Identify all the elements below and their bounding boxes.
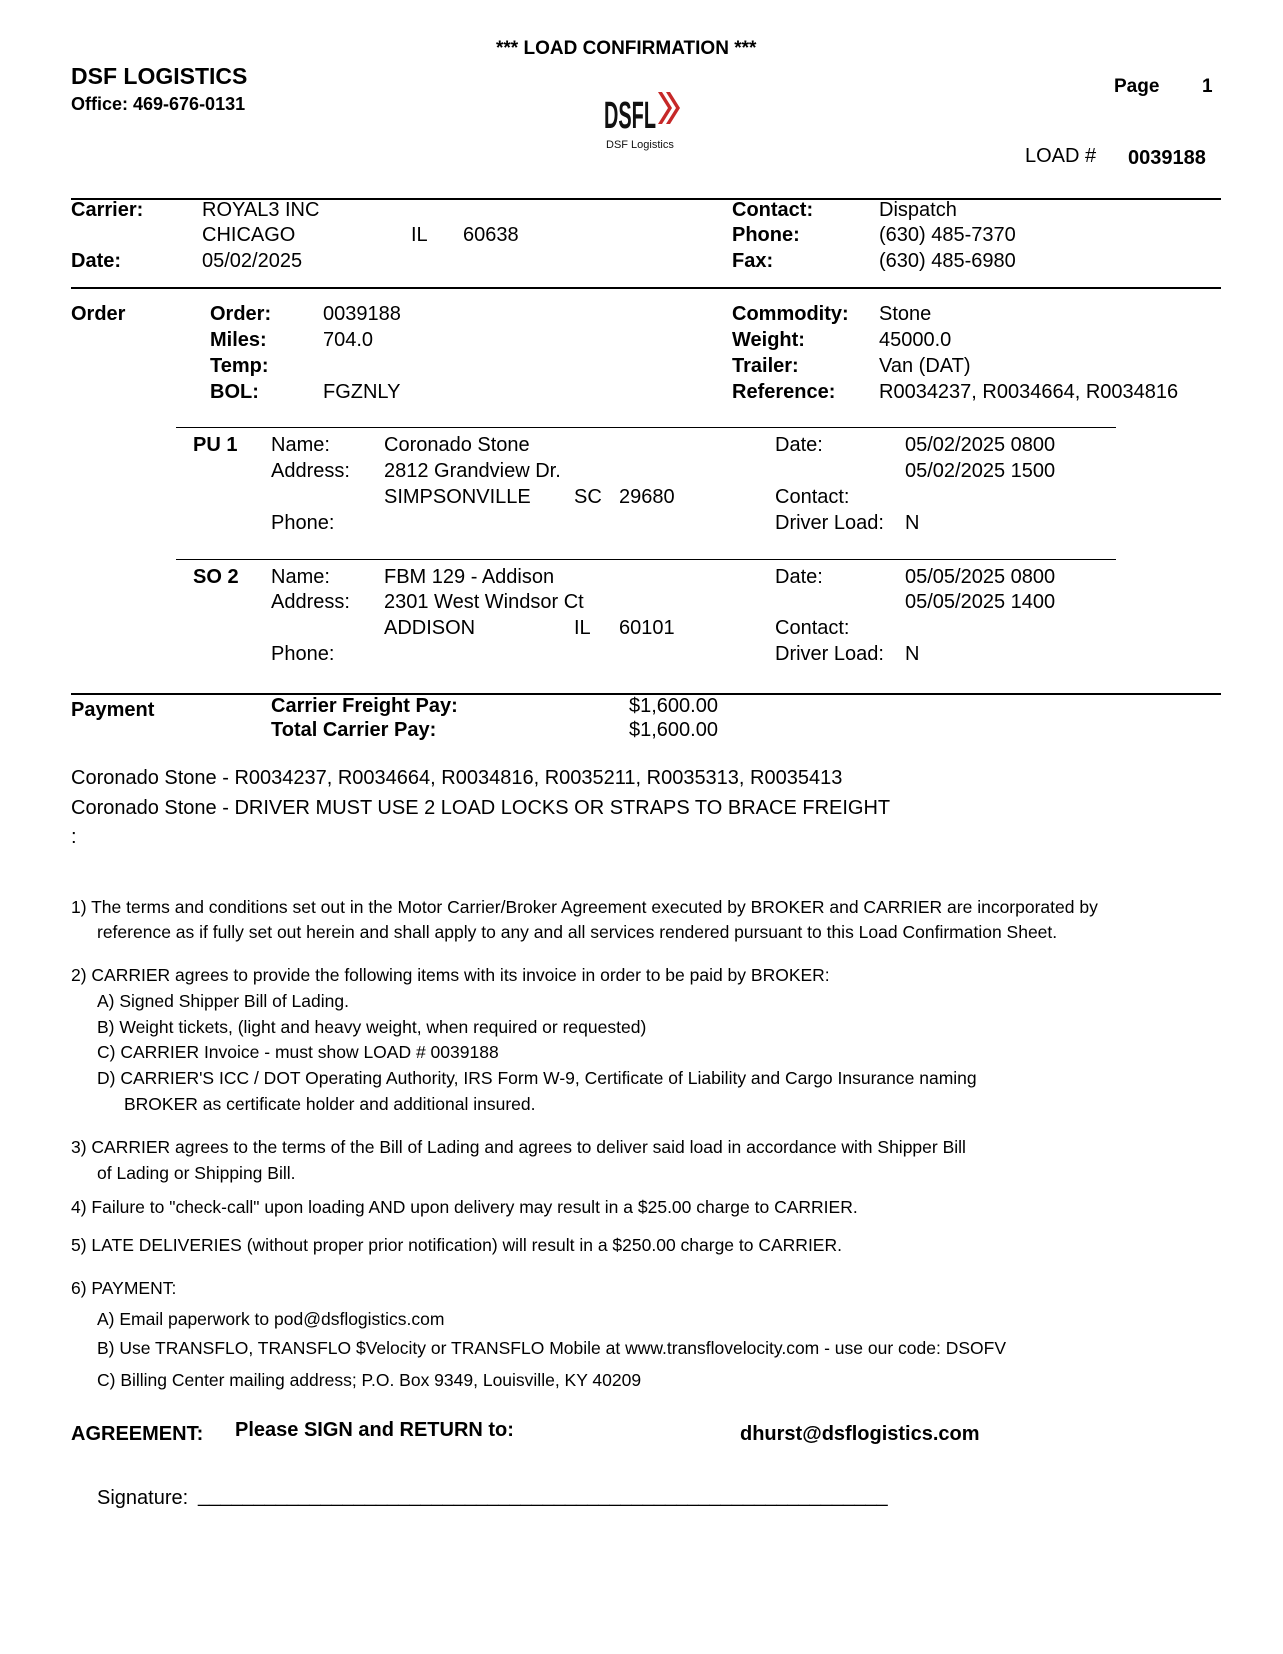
divider (71, 287, 1221, 289)
page-label: Page (1114, 76, 1160, 97)
term-4: 4) Failure to "check-call" upon loading AND upon delivery may result in a $25.00 charge to CARRIER. (71, 1197, 858, 1217)
office-phone: Office: 469-676-0131 (71, 94, 246, 114)
stop-label: SO 2 (193, 566, 239, 588)
term-6: 6) PAYMENT: (71, 1278, 177, 1298)
stop-state: IL (574, 617, 591, 639)
logo-text: DSFL (604, 95, 656, 137)
stop-phone-label: Phone: (271, 512, 335, 534)
order-label: Order: (210, 303, 272, 325)
stop-contact-label: Contact: (775, 486, 850, 508)
miles-value: 704.0 (323, 329, 374, 351)
term-6c: C) Billing Center mailing address; P.O. Box 9349, Louisville, KY 40209 (97, 1370, 642, 1390)
page-number: 1 (1202, 76, 1213, 97)
term-6a: A) Email paperwork to pod@dsflogistics.com (97, 1309, 445, 1329)
stop-date-start: 05/02/2025 0800 (905, 434, 1056, 456)
commodity-value: Stone (879, 303, 932, 325)
term-2: 2) CARRIER agrees to provide the following items with its invoice in order to be paid by BROKER: (71, 965, 830, 985)
stop-address: 2812 Grandview Dr. (384, 460, 561, 482)
stop-contact-label: Contact: (775, 617, 850, 639)
company-logo (604, 86, 684, 156)
term-2c: C) CARRIER Invoice - must show LOAD # 0039188 (97, 1042, 499, 1062)
load-number: 0039188 (1128, 147, 1206, 169)
freight-pay-amount: $1,600.00 (629, 695, 718, 717)
contact-label: Contact: (732, 199, 814, 221)
stop-name-label: Name: (271, 566, 330, 588)
note-line: Coronado Stone - R0034237, R0034664, R0034816, R0035211, R0035313, R0035413 (71, 767, 843, 789)
stop-state: SC (574, 486, 602, 508)
order-number: 0039188 (323, 303, 401, 325)
carrier-contact: Dispatch (879, 199, 957, 221)
date-label: Date: (71, 250, 122, 272)
term-3: 3) CARRIER agrees to the terms of the Bill of Lading and agrees to deliver said load in accordance with Shipper Bill (71, 1137, 966, 1157)
document-title: *** LOAD CONFIRMATION *** (496, 38, 757, 59)
miles-label: Miles: (210, 329, 267, 351)
stop-date-end: 05/02/2025 1500 (905, 460, 1056, 482)
divider (176, 559, 1116, 560)
bol-value: FGZNLY (323, 381, 401, 403)
stop-name: FBM 129 - Addison (384, 566, 555, 588)
stop-date-label: Date: (775, 434, 823, 456)
company-name: DSF LOGISTICS (71, 63, 248, 89)
stop-label: PU 1 (193, 434, 238, 456)
note-line: : (71, 826, 77, 848)
return-email[interactable]: dhurst@dsflogistics.com (740, 1423, 980, 1445)
stop-date-label: Date: (775, 566, 823, 588)
stop-address-label: Address: (271, 460, 350, 482)
confirmation-date: 05/02/2025 (202, 250, 303, 272)
term-1-cont: reference as if fully set out herein and shall apply to any and all services rendered pursuant to this Load Confirmation Sheet. (97, 922, 1058, 942)
stop-name-label: Name: (271, 434, 330, 456)
stop-zip: 29680 (619, 486, 675, 508)
phone-label: Phone: (732, 224, 800, 246)
agreement-label: AGREEMENT: (71, 1423, 204, 1445)
reference-label: Reference: (732, 381, 836, 403)
payment-section-label: Payment (71, 699, 155, 721)
term-6b: B) Use TRANSFLO, TRANSFLO $Velocity or TRANSFLO Mobile at www.transflovelocity.com - use our code: DSOFV (97, 1338, 1006, 1358)
carrier-state: IL (411, 224, 428, 246)
stop-phone-label: Phone: (271, 643, 335, 665)
load-label: LOAD # (1025, 145, 1097, 167)
weight-label: Weight: (732, 329, 805, 351)
carrier-zip: 60638 (463, 224, 519, 246)
total-pay-label: Total Carrier Pay: (271, 719, 437, 741)
term-2d-cont: BROKER as certificate holder and additional insured. (124, 1094, 536, 1114)
bol-label: BOL: (210, 381, 259, 403)
term-1: 1) The terms and conditions set out in the Motor Carrier/Broker Agreement executed by BROKER and CARRIER are incorporated by (71, 897, 1098, 917)
stop-date-end: 05/05/2025 1400 (905, 591, 1056, 613)
stop-driver-load: N (905, 643, 920, 665)
stop-zip: 60101 (619, 617, 675, 639)
stop-date-start: 05/05/2025 0800 (905, 566, 1056, 588)
carrier-label: Carrier: (71, 199, 144, 221)
term-2b: B) Weight tickets, (light and heavy weight, when required or requested) (97, 1017, 647, 1037)
stop-name: Coronado Stone (384, 434, 530, 456)
stop-city: ADDISON (384, 617, 476, 639)
note-line: Coronado Stone - DRIVER MUST USE 2 LOAD LOCKS OR STRAPS TO BRACE FREIGHT (71, 797, 891, 819)
stop-driver-load-label: Driver Load: (775, 512, 884, 534)
logo-caption: DSF Logistics (606, 139, 674, 151)
trailer-value: Van (DAT) (879, 355, 971, 377)
fax-label: Fax: (732, 250, 774, 272)
trailer-label: Trailer: (732, 355, 799, 377)
term-2a: A) Signed Shipper Bill of Lading. (97, 991, 349, 1011)
weight-value: 45000.0 (879, 329, 952, 351)
term-5: 5) LATE DELIVERIES (without proper prior notification) will result in a $250.00 charge to CARRIER. (71, 1235, 842, 1255)
agreement-instruction: Please SIGN and RETURN to: (235, 1419, 514, 1441)
stop-driver-load-label: Driver Load: (775, 643, 884, 665)
carrier-phone: (630) 485-7370 (879, 224, 1016, 246)
order-section-label: Order (71, 303, 126, 325)
stop-address: 2301 West Windsor Ct (384, 591, 584, 613)
freight-pay-label: Carrier Freight Pay: (271, 695, 458, 717)
divider (176, 427, 1116, 428)
signature-line[interactable]: ______________________________________________________________ (198, 1485, 888, 1507)
reference-value: R0034237, R0034664, R0034816 (879, 381, 1179, 403)
total-pay-amount: $1,600.00 (629, 719, 718, 741)
temp-label: Temp: (210, 355, 269, 377)
stop-driver-load: N (905, 512, 920, 534)
signature-label: Signature: (97, 1487, 189, 1509)
term-2d: D) CARRIER'S ICC / DOT Operating Authority, IRS Form W-9, Certificate of Liability and Cargo Insurance naming (97, 1068, 977, 1088)
carrier-name: ROYAL3 INC (202, 199, 320, 221)
stop-address-label: Address: (271, 591, 350, 613)
commodity-label: Commodity: (732, 303, 849, 325)
carrier-fax: (630) 485-6980 (879, 250, 1016, 272)
term-3-cont: of Lading or Shipping Bill. (97, 1163, 296, 1183)
stop-city: SIMPSONVILLE (384, 486, 531, 508)
carrier-city: CHICAGO (202, 224, 296, 246)
